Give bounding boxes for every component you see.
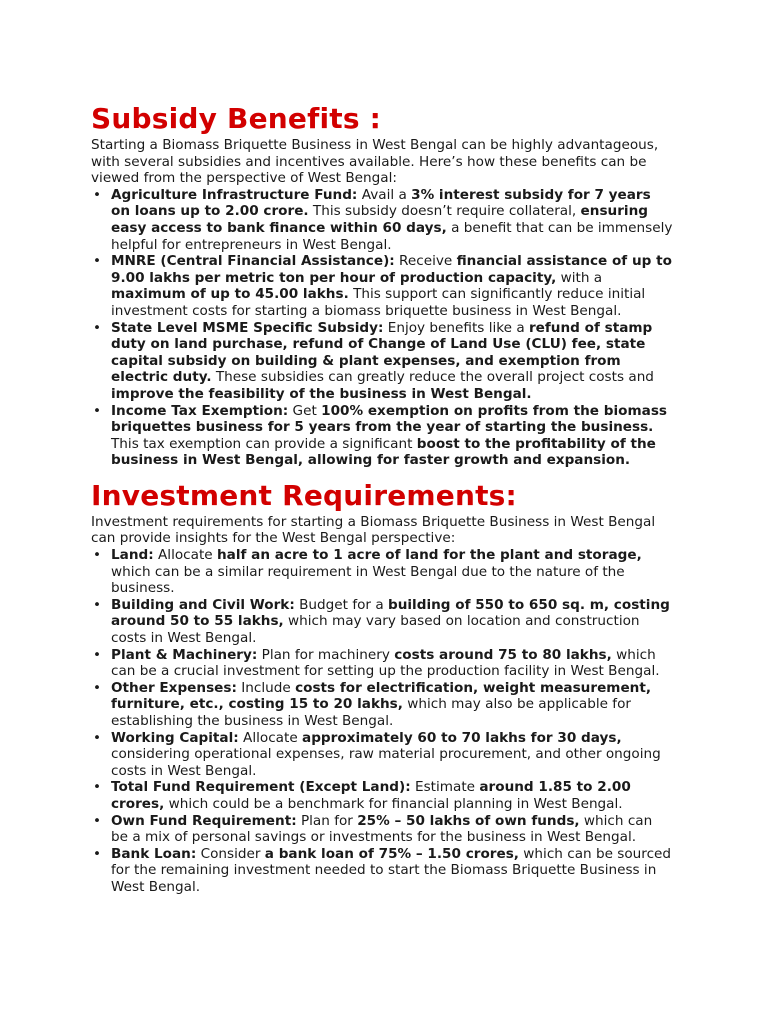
investment-item-other-expenses bbox=[111, 680, 673, 730]
subsidy-benefits-section bbox=[91, 102, 673, 469]
subsidy-item-text: with a bbox=[556, 269, 603, 286]
investment-item-building bbox=[111, 597, 673, 647]
investment-item-label: Total Fund Requirement (Except Land): bbox=[111, 779, 411, 796]
subsidy-item-bold: maximum of up to 45.00 lakhs. bbox=[111, 286, 349, 303]
subsidy-item-bold: refund of stamp duty on land purchase, refund of Change of Land Use (CLU) fee, state capital subsidy on building & plant expenses, and exemption from electric duty. bbox=[111, 319, 653, 386]
investment-item-text: which can be a mix of personal savings or investments for the business in West Bengal. bbox=[111, 812, 653, 846]
subsidy-item-mnre bbox=[111, 253, 673, 319]
subsidy-item-bold: financial assistance of up to 9.00 lakhs per metric ton per hour of production capacity, bbox=[111, 253, 672, 286]
investment-item-text: Allocate bbox=[153, 547, 217, 564]
investment-item-text: which could be a benchmark for financial planning in West Bengal. bbox=[164, 795, 623, 812]
investment-item-bold: around 1.85 to 2.00 crores, bbox=[111, 779, 631, 812]
investment-item-label: Land: bbox=[111, 547, 154, 564]
investment-item-text: Plan for bbox=[296, 812, 358, 829]
investment-item-text: which may vary based on location and construction costs in West Bengal. bbox=[111, 613, 640, 647]
subsidy-item-bold: 3% interest subsidy for 7 years on loans up to 2.00 crore. bbox=[111, 186, 651, 220]
subsidy-item-agriculture-fund bbox=[111, 187, 673, 253]
investment-item-text: which may also be applicable for establishing the business in West Bengal. bbox=[111, 696, 631, 729]
investment-item-working-capital bbox=[111, 730, 673, 780]
investment-item-bold: costs around 75 to 80 lakhs, bbox=[394, 646, 612, 663]
investment-item-own-fund bbox=[111, 813, 673, 846]
investment-item-label: Working Capital: bbox=[111, 729, 239, 746]
subsidy-item-text: Get bbox=[288, 402, 322, 419]
investment-item-bold: half an acre to 1 acre of land for the plant and storage, bbox=[217, 547, 642, 564]
investment-item-bold: building of 550 to 650 sq. m, costing around 50 to 55 lakhs, bbox=[111, 596, 670, 630]
investment-requirements-heading: Investment Requirements: bbox=[91, 478, 517, 512]
subsidy-item-text: a benefit that can be immensely helpful for entrepreneurs in West Bengal. bbox=[111, 219, 673, 253]
subsidy-list bbox=[91, 187, 673, 469]
investment-item-bank-loan bbox=[111, 846, 673, 896]
investment-item-text: which can be a similar requirement in West Bengal due to the nature of the business. bbox=[111, 563, 625, 597]
subsidy-item-bold: 100% exemption on profits from the biomass briquettes business for 5 years from the year of starting the business. bbox=[111, 402, 667, 436]
investment-item-bold: approximately 60 to 70 lakhs for 30 days, bbox=[302, 729, 622, 746]
subsidy-item-income-tax bbox=[111, 403, 673, 469]
investment-item-text: Consider bbox=[196, 845, 265, 862]
investment-item-text: Include bbox=[236, 679, 296, 696]
subsidy-item-label: MNRE (Central Financial Assistance): bbox=[111, 253, 395, 270]
subsidy-item-text: This tax exemption can provide a significant bbox=[111, 435, 417, 452]
subsidy-item-text: This subsidy doesn’t require collateral, bbox=[308, 203, 581, 220]
investment-item-text: Budget for a bbox=[294, 596, 388, 613]
investment-item-text: which can be a crucial investment for setting up the production facility in West Bengal. bbox=[111, 646, 660, 680]
investment-item-land bbox=[111, 547, 673, 597]
investment-list bbox=[91, 547, 673, 895]
investment-item-label: Bank Loan: bbox=[111, 845, 197, 862]
investment-item-bold: a bank loan of 75% – 1.50 crores, bbox=[264, 845, 519, 862]
investment-item-total-fund bbox=[111, 779, 673, 812]
investment-item-bold: 25% – 50 lakhs of own funds, bbox=[357, 812, 580, 829]
subsidy-item-text: Receive bbox=[394, 253, 457, 270]
investment-item-text: considering operational expenses, raw material procurement, and other ongoing costs in West Bengal. bbox=[111, 746, 661, 779]
subsidy-item-msme bbox=[111, 320, 673, 403]
investment-item-label: Own Fund Requirement: bbox=[111, 812, 297, 829]
subsidy-item-bold: boost to the profitability of the business in West Bengal, allowing for faster growth and expansion. bbox=[111, 435, 656, 469]
investment-item-text: Plan for machinery bbox=[257, 646, 395, 663]
subsidy-item-bold: improve the feasibility of the business in West Bengal. bbox=[111, 385, 532, 402]
investment-intro-paragraph: Investment requirements for starting a Biomass Briquette Business in West Bengal can provide insights for the West Bengal perspective: bbox=[91, 513, 656, 547]
investment-item-text: which can be sourced for the remaining investment needed to start the Biomass Briquette Business in West Bengal. bbox=[111, 845, 672, 895]
investment-item-text: Allocate bbox=[238, 729, 303, 746]
investment-item-label: Plant & Machinery: bbox=[111, 646, 258, 663]
investment-item-text: Estimate bbox=[410, 779, 480, 796]
subsidy-item-label: Agriculture Infrastructure Fund: bbox=[111, 186, 358, 203]
investment-item-plant-machinery bbox=[111, 647, 673, 680]
subsidy-intro-paragraph: Starting a Biomass Briquette Business in West Bengal can be highly advantageous, with several subsidies and incentives available. Here’s how these benefits can be viewed from the perspective of West Bengal: bbox=[91, 137, 659, 187]
subsidy-item-label: State Level MSME Specific Subsidy: bbox=[111, 319, 384, 336]
subsidy-item-text: These subsidies can greatly reduce the overall project costs and bbox=[211, 369, 654, 386]
subsidy-item-text: Enjoy benefits like a bbox=[383, 319, 529, 336]
subsidy-benefits-heading: Subsidy Benefits : bbox=[91, 102, 382, 135]
investment-item-label: Other Expenses: bbox=[111, 679, 237, 696]
investment-requirements-section bbox=[91, 479, 673, 896]
investment-item-bold: costs for electrification, weight measurement, furniture, etc., costing 15 to 20 lakhs, bbox=[111, 679, 652, 713]
subsidy-item-label: Income Tax Exemption: bbox=[111, 402, 289, 419]
subsidy-item-text: Avail a bbox=[357, 186, 412, 203]
investment-item-label: Building and Civil Work: bbox=[111, 596, 295, 613]
subsidy-item-bold: ensuring easy access to bank finance within 60 days, bbox=[111, 203, 648, 236]
subsidy-item-text: This support can significantly reduce initial investment costs for starting a biomass briquette business in West Bengal. bbox=[111, 286, 646, 319]
